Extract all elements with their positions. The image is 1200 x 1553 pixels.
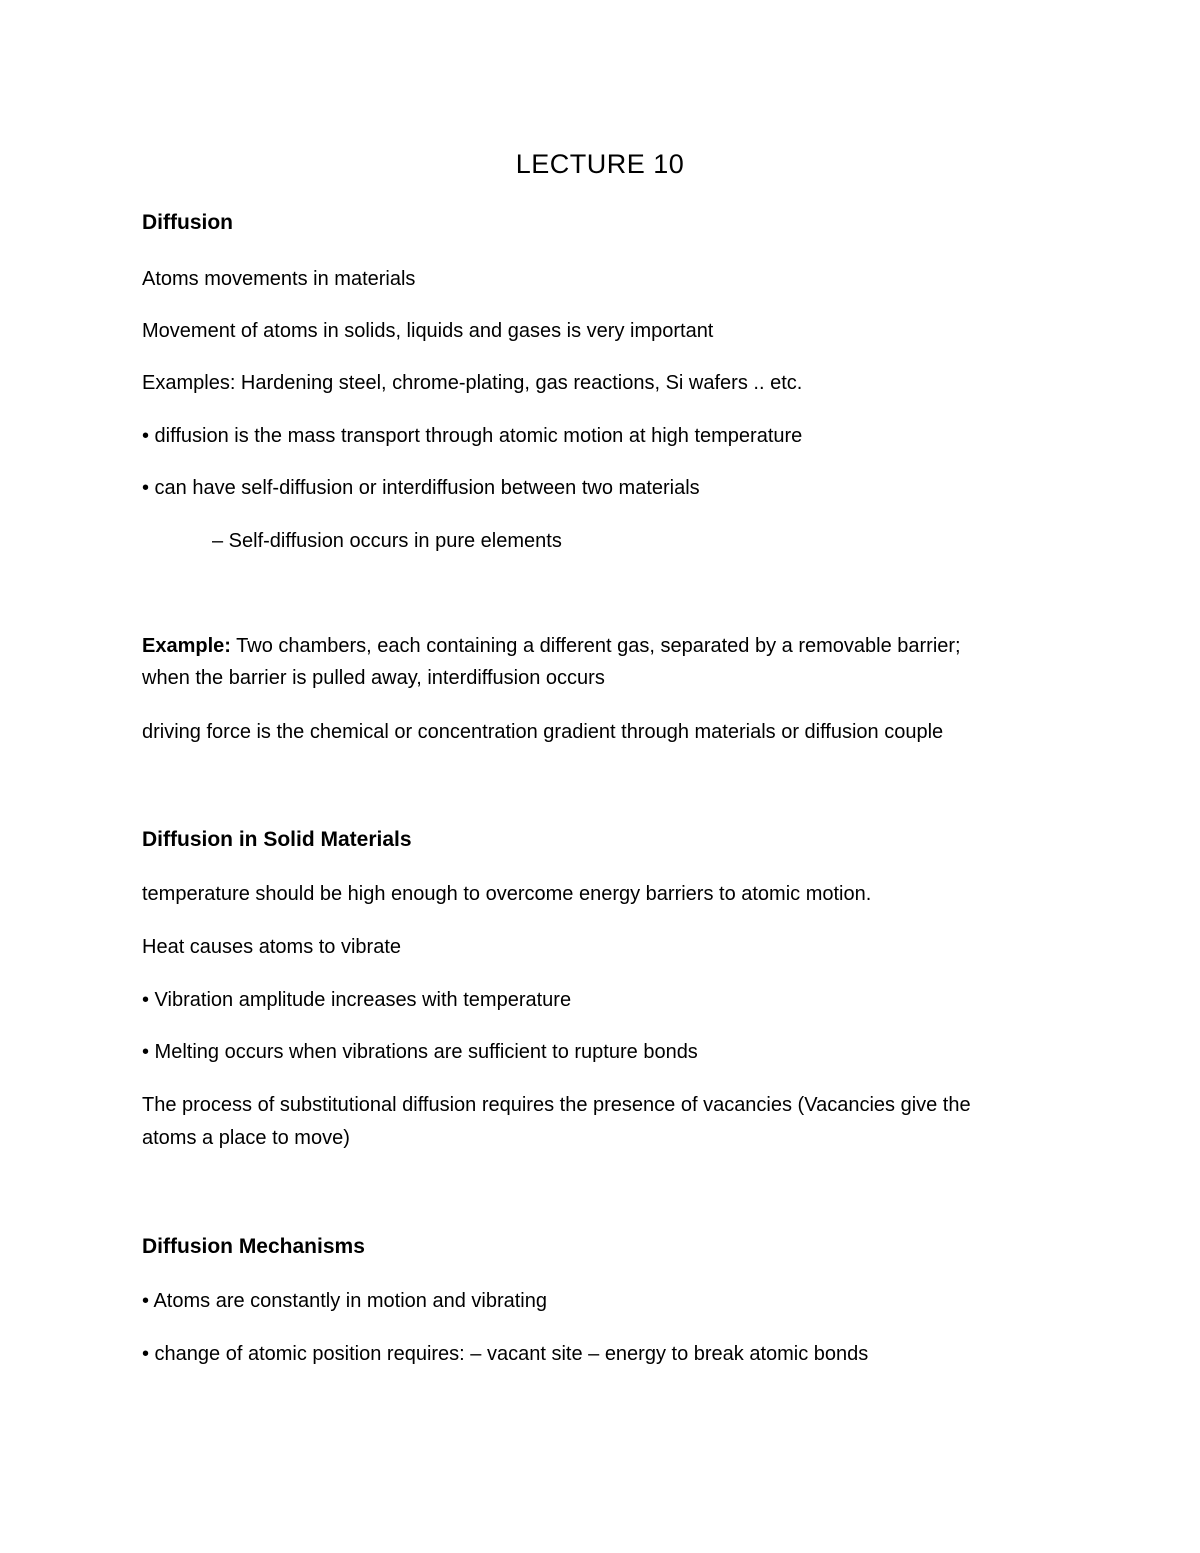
paragraph: Heat causes atoms to vibrate <box>142 936 402 958</box>
section-heading-diffusion: Diffusion <box>142 211 233 234</box>
example-paragraph-line <box>142 630 961 662</box>
bullet-item: • Melting occurs when vibrations are sufficient to rupture bonds <box>142 1041 698 1063</box>
example-label: Example: <box>142 635 231 657</box>
bullet-item: • change of atomic position requires: – vacant site – energy to break atomic bonds <box>142 1343 869 1365</box>
paragraph: Examples: Hardening steel, chrome-plating, gas reactions, Si wafers .. etc. <box>142 372 803 394</box>
bullet-item: • can have self-diffusion or interdiffusion between two materials <box>142 477 700 499</box>
paragraph: Movement of atoms in solids, liquids and gases is very important <box>142 320 714 342</box>
sub-bullet-item: – Self-diffusion occurs in pure elements <box>212 530 562 552</box>
paragraph: temperature should be high enough to overcome energy barriers to atomic motion. <box>142 883 872 905</box>
paragraph: driving force is the chemical or concentration gradient through materials or diffusion couple <box>142 721 944 743</box>
page-title: LECTURE 10 <box>515 149 685 179</box>
bullet-item: • diffusion is the mass transport through atomic motion at high temperature <box>142 425 803 447</box>
paragraph-line: The process of substitutional diffusion requires the presence of vacancies (Vacancies give the <box>142 1094 971 1116</box>
example-paragraph-line: when the barrier is pulled away, interdiffusion occurs <box>142 667 605 689</box>
paragraph: Atoms movements in materials <box>142 268 416 290</box>
section-heading-diffusion-in-solid-materials: Diffusion in Solid Materials <box>142 828 412 851</box>
example-text: Two chambers, each containing a different gas, separated by a removable barrier; <box>230 635 961 657</box>
bullet-item: • Atoms are constantly in motion and vibrating <box>142 1290 547 1312</box>
bullet-item: • Vibration amplitude increases with temperature <box>142 989 572 1011</box>
paragraph-line: atoms a place to move) <box>142 1127 350 1149</box>
section-heading-diffusion-mechanisms: Diffusion Mechanisms <box>142 1235 365 1258</box>
